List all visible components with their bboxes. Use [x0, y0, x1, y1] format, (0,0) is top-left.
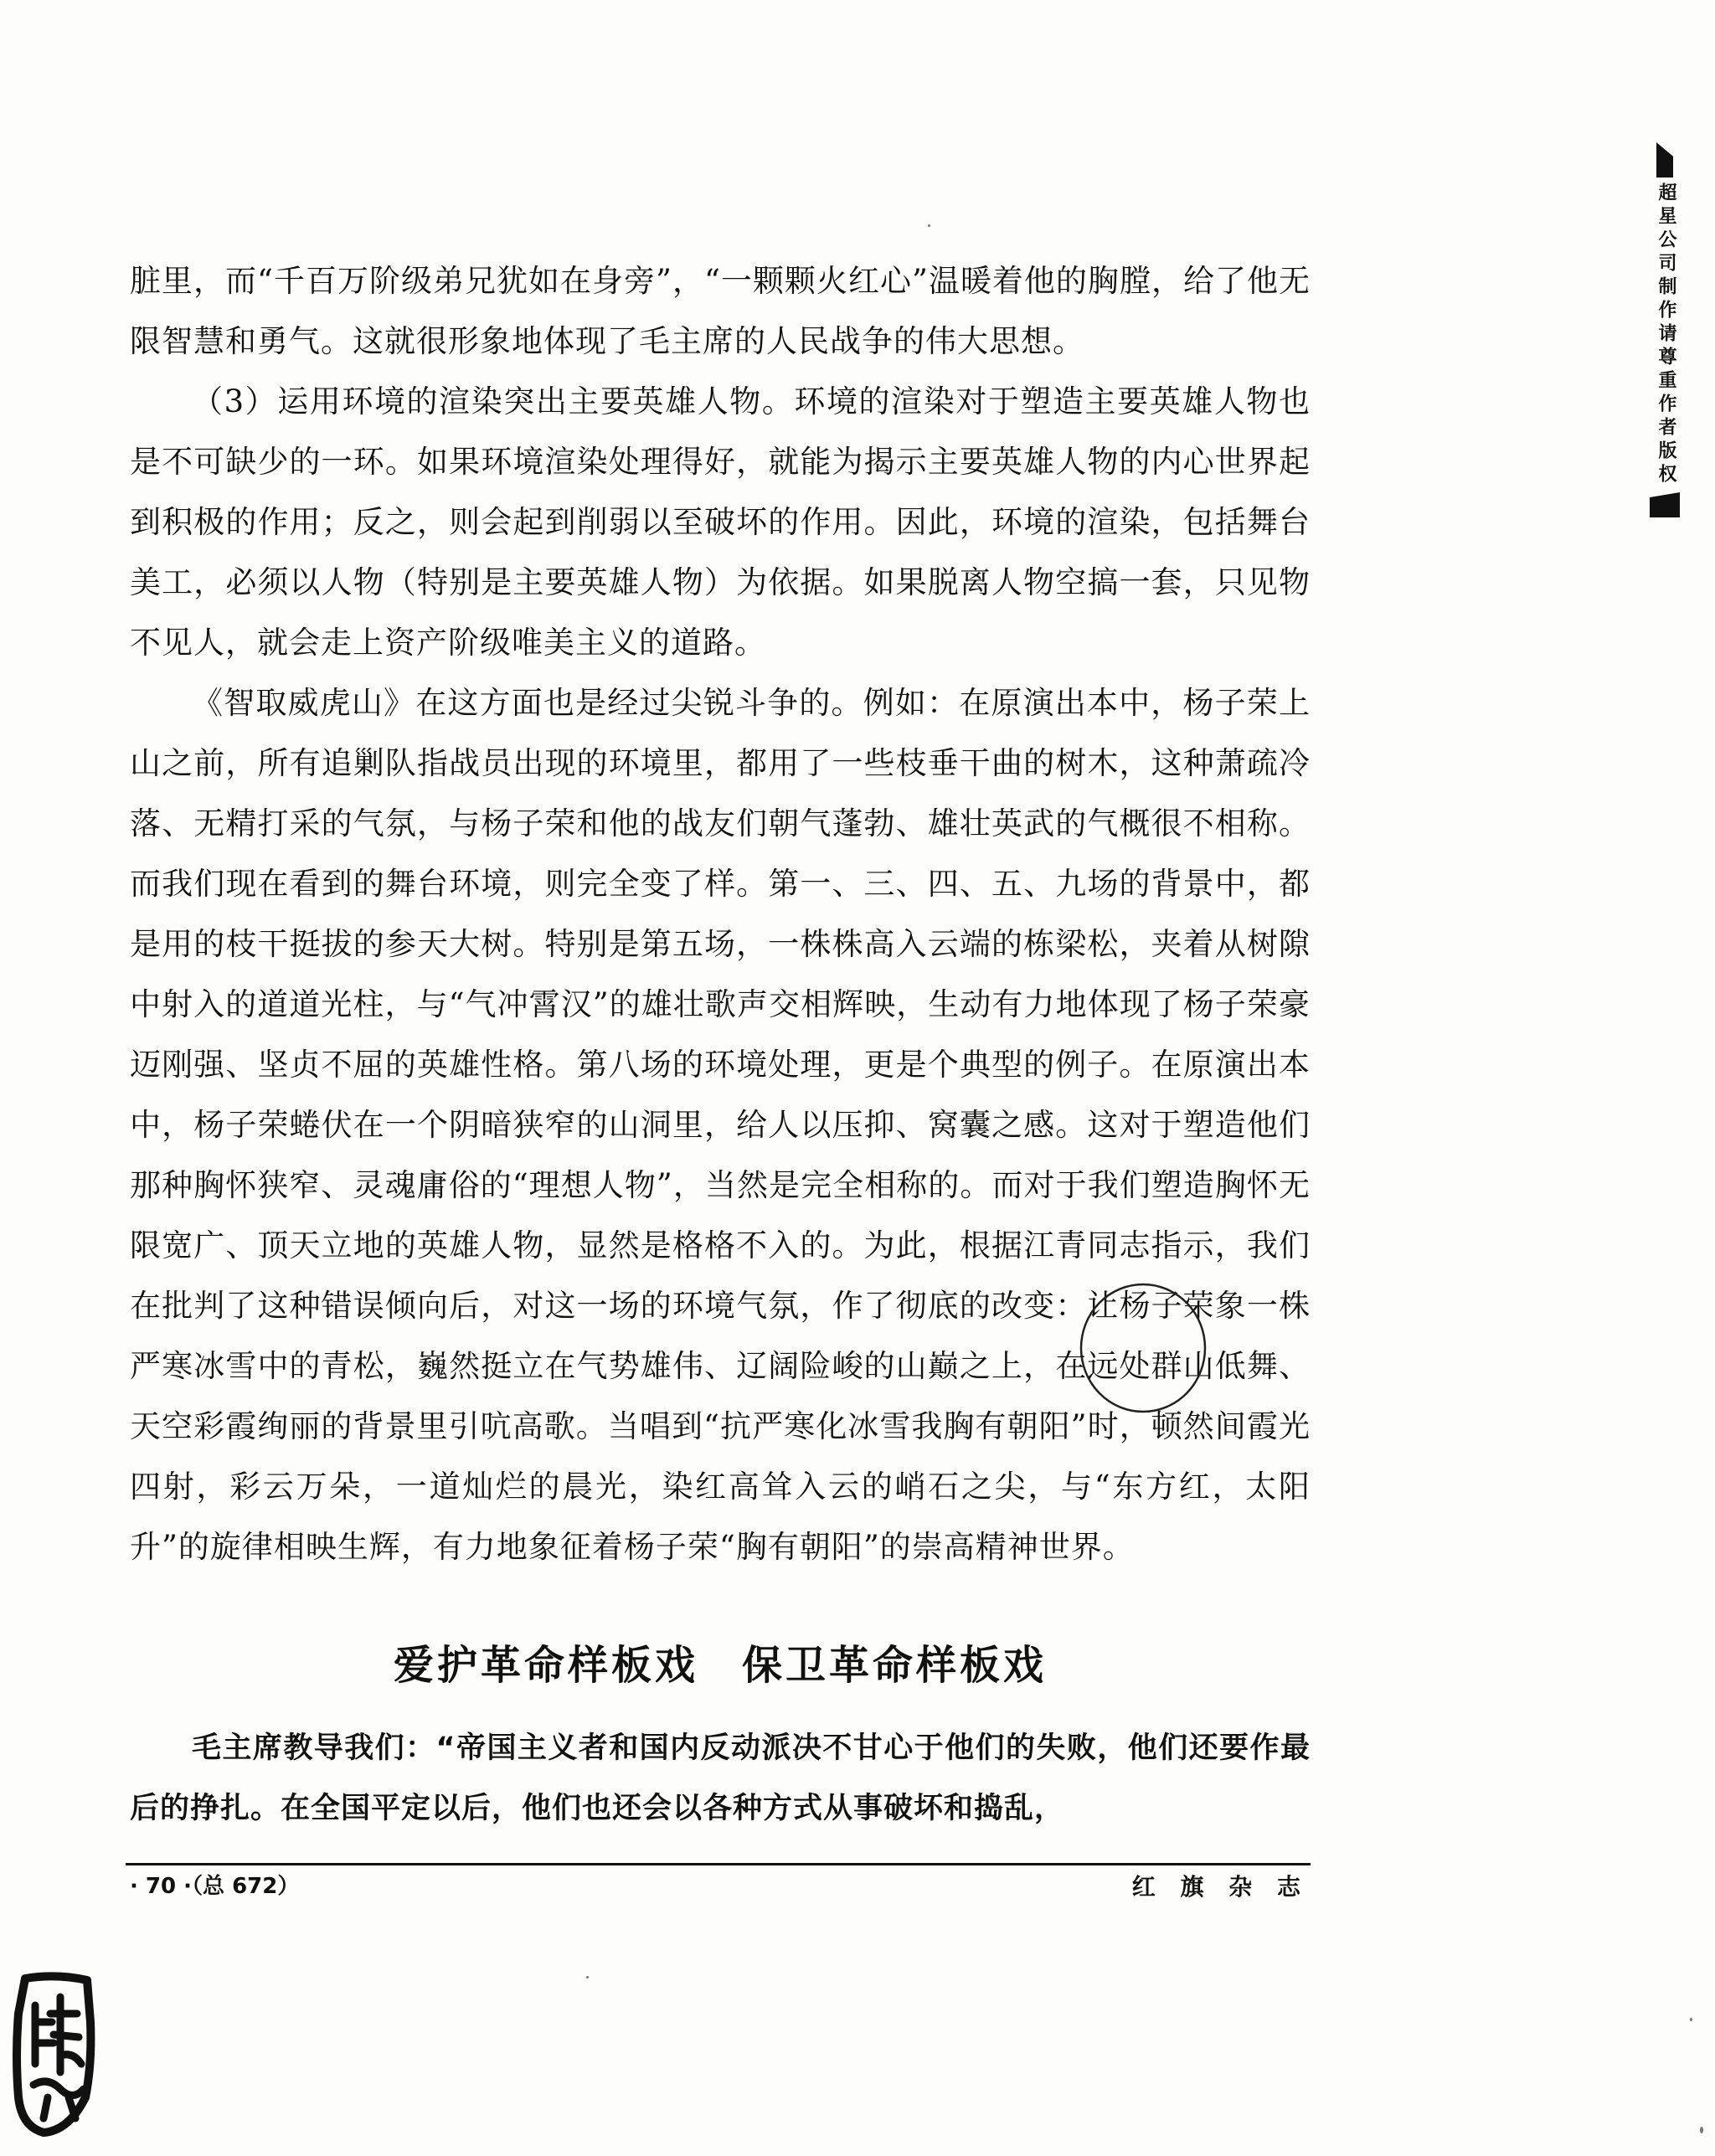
- scan-speck: [1700, 2127, 1703, 2133]
- footer-divider: [126, 1863, 1311, 1865]
- seal-stamp-logo: [10, 1972, 102, 2139]
- paragraph-zhiqu-weihushan: 《智取威虎山》在这方面也是经过尖锐斗争的。例如：在原演出本中，杨子荣上山之前，所有追剿队指战员出现的环境里，都用了一些枝垂干曲的树木，这种萧疏冷落、无精打采的气氛，与杨子荣和他的战友们朝气蓬勃、雄壮英武的气概很不相称。而我们现在看到的舞台环境，则完全变了样。第一、三、四、五、九场的背景中，都是用的枝干挺拔的参天大树。特别是第五场，一株株高入云端的栋梁松，夹着从树隙中射入的道道光柱，与“气冲霄汉”的雄壮歌声交相辉映，生动有力地体现了杨子荣豪迈刚强、坚贞不屈的英雄性格。第八场的环境处理，更是个典型的例子。在原演出本中，杨子荣蜷伏在一个阴暗狭窄的山洞里，给人以压抑、窝囊之感。这对于塑造他们那种胸怀狭窄、灵魂庸俗的“理想人物”，当然是完全相称的。而对于我们塑造胸怀无限宽广、顶天立地的英雄人物，显然是格格不入的。为此，根据江青同志指示，我们在批判了这种错误倾向后，对这一场的环境气氛，作了彻底的改变：让杨子荣象一株严寒冰雪中的青松，巍然挺立在气势雄伟、辽阔险峻的山巅之上，在远处群山低舞、天空彩霞绚丽的背景里引吭高歌。当唱到“抗严寒化冰雪我胸有朝阳”时，顿然间霞光四射，彩云万朵，一道灿烂的晨光，染红高耸入云的峭石之尖，与“东方红，太阳升”的旋律相映生辉，有力地象征着杨子荣“胸有朝阳”的崇高精神世界。: [130, 685, 1311, 1565]
- paragraph-environment-rendering: （3）运用环境的渲染突出主要英雄人物。环境的渲染对于塑造主要英雄人物也是不可缺少的一环。如果环境渲染处理得好，就能为揭示主要英雄人物的内心世界起到积极的作用；反之，则会起到削弱以至破坏的作用。因此，环境的渲染，包括舞台美工，必须以人物（特别是主要英雄人物）为依据。如果脱离人物空搞一套，只见物不见人，就会走上资产阶级唯美主义的道路。: [130, 383, 1311, 661]
- stamp-bar-top: [1656, 142, 1673, 178]
- scan-speck: [1690, 2018, 1692, 2021]
- page-number: · 70 ·（总 672）: [130, 1874, 300, 1899]
- journal-name: 红 旗 杂 志: [1131, 1873, 1309, 1901]
- section-heading: 爱护革命样板戏 保卫革命样板戏: [393, 1642, 1047, 1689]
- paragraph-chairman-quote: 毛主席教导我们：“帝国主义者和国内反动派决不甘心于他们的失败，他们还要作最后的挣扎。在全国平定以后，他们也还会以各种方式从事破坏和捣乱，: [130, 1731, 1311, 1825]
- stamp-bar-bottom: [1650, 492, 1680, 517]
- text-column: [130, 251, 1311, 1839]
- copyright-side-stamp: [1650, 142, 1683, 594]
- side-stamp-text: 超星公司制作请尊重作者版权: [1656, 183, 1676, 487]
- hand-drawn-circle-mark: [1076, 1281, 1210, 1415]
- paragraph-continuation: 脏里，而“千百万阶级弟兄犹如在身旁”，“一颗颗火红心”温暖着他的胸膛，给了他无限智慧和勇气。这就很形象地体现了毛主席的人民战争的伟大思想。: [130, 263, 1311, 359]
- scan-speck: [586, 1976, 589, 1978]
- scan-speck: [928, 224, 930, 227]
